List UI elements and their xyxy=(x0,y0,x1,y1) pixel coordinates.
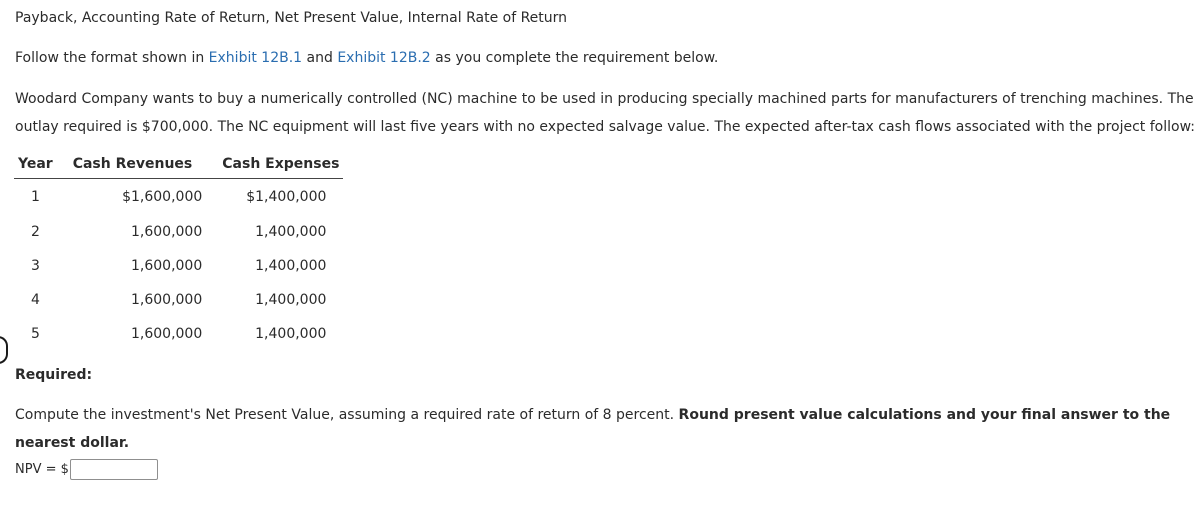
npv-label: NPV = $ xyxy=(15,462,69,477)
intro-line-2: outlay required is $700,000. The NC equipment will last five years with no expected salvage value. The expected after-tax cash flows associated with the project follow: xyxy=(15,119,1195,135)
required-text-line-1 xyxy=(15,407,1170,423)
page-title: Payback, Accounting Rate of Return, Net Present Value, Internal Rate of Return xyxy=(15,10,568,26)
exhibit-12b2-link[interactable]: Exhibit 12B.2 xyxy=(337,50,431,66)
expense-cell: 1,400,000 xyxy=(255,258,327,274)
year-cell: 5 xyxy=(31,326,40,342)
table-row xyxy=(14,283,343,317)
exhibit-12b1-link[interactable]: Exhibit 12B.1 xyxy=(208,50,303,66)
revenue-cell: $1,600,000 xyxy=(122,189,203,205)
revenue-cell: 1,600,000 xyxy=(131,292,203,308)
year-cell: 2 xyxy=(31,224,40,240)
revenue-cell: 1,600,000 xyxy=(131,258,203,274)
header-cash-revenues: Cash Revenues xyxy=(69,151,219,179)
year-cell: 3 xyxy=(31,258,40,274)
follow-prefix: Follow the format shown in xyxy=(15,50,209,66)
table-row xyxy=(14,317,343,351)
required-text-plain: Compute the investment's Net Present Value, assuming a required rate of return of 8 percent. xyxy=(15,407,679,423)
npv-answer-row xyxy=(15,459,158,480)
follow-instructions xyxy=(15,50,718,66)
required-text-bold: Round present value calculations and your final answer to the xyxy=(678,407,1171,423)
table-row xyxy=(14,249,343,283)
header-cash-expenses: Cash Expenses xyxy=(218,151,343,179)
year-cell: 1 xyxy=(31,189,40,205)
npv-input[interactable] xyxy=(70,459,158,480)
expense-cell: $1,400,000 xyxy=(246,189,327,205)
required-text-line-2: nearest dollar. xyxy=(15,435,130,451)
expense-cell: 1,400,000 xyxy=(255,326,327,342)
table-row xyxy=(14,179,343,216)
intro-line-1: Woodard Company wants to buy a numerically controlled (NC) machine to be used in producing specially machined parts for manufacturers of trenching machines. The xyxy=(15,91,1194,107)
required-heading: Required: xyxy=(15,367,93,383)
expense-cell: 1,400,000 xyxy=(255,292,327,308)
table-row xyxy=(14,215,343,249)
cash-flow-table xyxy=(14,151,343,351)
header-year: Year xyxy=(14,151,69,179)
year-cell: 4 xyxy=(31,292,40,308)
follow-suffix: as you complete the requirement below. xyxy=(430,50,719,66)
revenue-cell: 1,600,000 xyxy=(131,326,203,342)
table-header-row xyxy=(14,151,343,179)
follow-middle: and xyxy=(302,50,338,66)
revenue-cell: 1,600,000 xyxy=(131,224,203,240)
bracket-marker xyxy=(0,336,8,364)
expense-cell: 1,400,000 xyxy=(255,224,327,240)
